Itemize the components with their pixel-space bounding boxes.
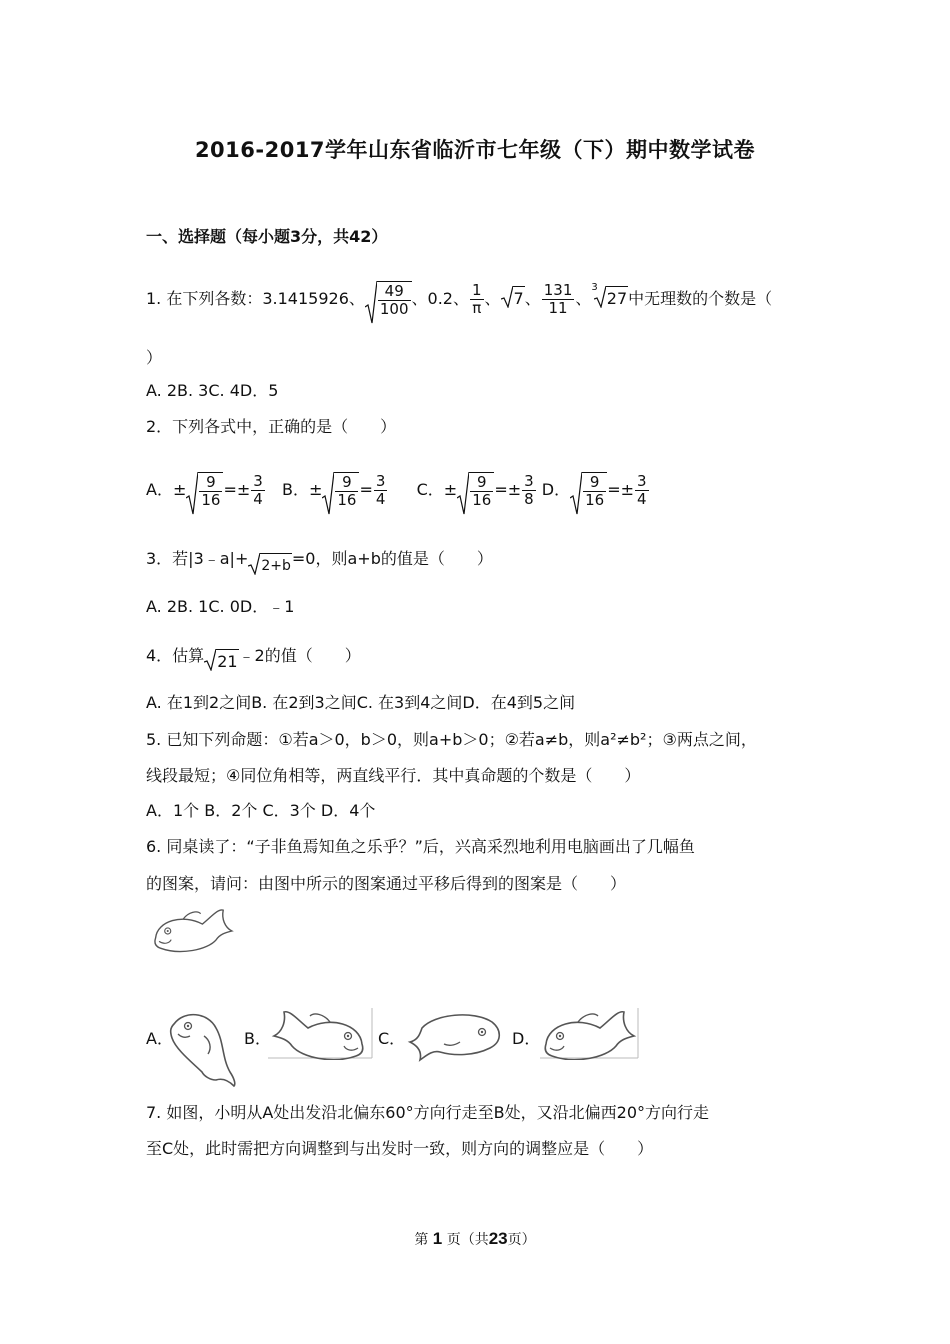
q2-b-rad-num: 9 — [335, 474, 358, 492]
q2-option-c — [416, 472, 537, 509]
q2-b-rad-den: 16 — [337, 491, 357, 509]
q2-b-num: 3 — [375, 472, 386, 490]
q2-d-den: 4 — [637, 490, 647, 508]
q1-sep1: 、0.2、 — [411, 289, 469, 308]
q3-options: A. 2B. 1C. 0D．﹣1 — [146, 597, 295, 616]
q1-sep4: 、 — [575, 289, 592, 308]
section-heading: 一、选择题（每小题3分，共42） — [146, 227, 388, 246]
q2-d-label: D． — [541, 480, 571, 499]
radical-sign-icon — [322, 472, 334, 516]
q7-line1: 7. 如图，小明从A处出发沿北偏东60°方向行走至B处，又沿北偏西20°方向行走 — [146, 1103, 709, 1122]
question-3 — [146, 548, 493, 577]
q4-rad: 21 — [216, 649, 238, 673]
q2-c-frac — [522, 473, 536, 508]
radical-sign-icon — [186, 472, 198, 516]
q6-option-c-label: C． — [378, 1029, 406, 1048]
q3-rad: 2+b — [260, 553, 292, 577]
q6-line2: 的图案，请问：由图中所示的图案通过平移后得到的图案是（ ） — [146, 874, 627, 893]
q2-a-num: 3 — [253, 472, 263, 490]
q6-option-d-label: D． — [512, 1029, 541, 1048]
q1-sep2: 、 — [484, 289, 501, 308]
q5-line1: 5. 已知下列命题：①若a＞0，b＞0，则a+b＞0；②若a≠b，则a²≠b²；③两点之间， — [146, 730, 757, 749]
q2-c-eq: =± — [494, 480, 522, 499]
footer-page-number: 1 — [432, 1229, 443, 1248]
q1-options: A. 2B. 3C. 4D．5 — [146, 381, 279, 400]
radical-sign-icon — [501, 286, 513, 308]
q2-b-label: B．± — [282, 480, 323, 499]
footer-mid: 页（共 — [446, 1232, 489, 1248]
q1-cbrt-val: 27 — [606, 286, 628, 310]
q5-options: A．1个 B．2个 C．3个 D．4个 — [146, 801, 376, 820]
radical-sign-icon — [365, 281, 377, 325]
radical-sign-icon — [570, 472, 582, 516]
q1-close-paren: ） — [146, 348, 163, 367]
radical-sign-icon — [594, 286, 606, 308]
footer-post: 页） — [507, 1232, 536, 1248]
q2-option-a — [146, 472, 266, 509]
q2-option-b — [282, 472, 388, 509]
q3-prefix: 3．若|3﹣a|+ — [146, 549, 249, 568]
q2-b-den: 4 — [375, 490, 386, 508]
q1-sqrt1-num: 49 — [378, 283, 411, 301]
fish-option-d-figure — [538, 1006, 640, 1060]
q1-suffix: 中无理数的个数是（ — [628, 289, 773, 308]
q3-sqrt — [248, 553, 292, 577]
page-title: 2016-2017学年山东省临沂市七年级（下）期中数学试卷 — [194, 138, 756, 162]
q7-line2: 至C处，此时需把方向调整到与出发时一致，则方向的调整应是（ ） — [146, 1139, 654, 1158]
q1-sqrt1-den: 100 — [379, 300, 409, 318]
q2-d-sqrt — [570, 472, 607, 509]
q2-stem: 2．下列各式中，正确的是（ ） — [146, 417, 397, 436]
radical-sign-icon — [204, 649, 216, 671]
q1-frac3-den: 11 — [548, 299, 568, 317]
q2-a-rad-den: 16 — [201, 491, 221, 509]
q2-d-rad-num: 9 — [583, 474, 606, 492]
q2-option-d — [541, 472, 650, 509]
q2-a-den: 4 — [253, 490, 263, 508]
q1-prefix: 1. 在下列各数：3.1415926、 — [146, 289, 365, 308]
q1-sqrt7-val: 7 — [513, 286, 525, 310]
q2-d-eq: =± — [607, 480, 634, 499]
frac-131-11 — [542, 282, 575, 317]
radical-sign-icon — [248, 553, 260, 575]
q1-sep3: 、 — [524, 289, 541, 308]
q2-d-rad-den: 16 — [585, 491, 605, 509]
fish-option-a-figure — [164, 1006, 242, 1088]
q2-c-sqrt — [457, 472, 494, 509]
q6-line1: 6. 同桌读了：“子非鱼焉知鱼之乐乎？”后，兴高采烈地利用电脑画出了几幅鱼 — [146, 837, 695, 856]
fish-option-c-figure — [404, 1006, 510, 1062]
q2-c-rad-den: 16 — [472, 491, 492, 509]
footer-pre: 第 — [414, 1232, 429, 1248]
q2-a-eq: =± — [223, 480, 251, 499]
q1-frac3-num: 131 — [543, 281, 573, 299]
page-footer — [0, 1229, 950, 1249]
fish-option-b-figure — [266, 1006, 374, 1060]
q2-a-label: A．± — [146, 480, 187, 499]
q2-b-sqrt — [322, 472, 359, 509]
q2-c-label: C．± — [416, 480, 458, 499]
q2-a-frac — [251, 473, 265, 508]
footer-total-pages: 23 — [488, 1229, 508, 1248]
q3-suffix: =0，则a+b的值是（ ） — [291, 549, 493, 568]
q2-a-sqrt — [186, 472, 223, 509]
fish-original-figure — [144, 905, 240, 957]
q4-prefix: 4．估算 — [146, 646, 205, 665]
q6-option-a-label: A． — [146, 1029, 173, 1048]
q4-sqrt — [204, 649, 238, 673]
cbrt-index: 3 — [591, 282, 598, 293]
q1-frac2-num: 1 — [471, 281, 482, 299]
frac-1-pi — [470, 282, 484, 317]
radical-sign-icon — [457, 472, 469, 516]
question-4 — [146, 645, 361, 673]
sqrt-7 — [501, 286, 525, 310]
q2-options — [146, 472, 650, 509]
q2-c-num: 3 — [524, 472, 534, 490]
q4-options: A. 在1到2之间B. 在2到3之间C. 在3到4之间D．在4到5之间 — [146, 693, 576, 712]
q2-d-num: 3 — [637, 472, 647, 490]
q2-a-rad-num: 9 — [199, 474, 222, 492]
q2-c-den: 8 — [524, 490, 534, 508]
q6-option-b-label: B． — [244, 1029, 271, 1048]
cbrt-27 — [594, 286, 628, 310]
q2-b-frac — [374, 473, 388, 508]
q4-suffix: ﹣2的值（ ） — [238, 646, 361, 665]
q1-frac2-den: π — [472, 299, 482, 317]
q5-line2: 线段最短；④同位角相等，两直线平行．其中真命题的个数是（ ） — [146, 766, 641, 785]
q2-d-frac — [635, 473, 649, 508]
q2-b-eq: = — [359, 480, 373, 499]
sqrt-49-100 — [365, 281, 412, 318]
question-1 — [146, 281, 772, 318]
q2-c-rad-num: 9 — [470, 474, 493, 492]
